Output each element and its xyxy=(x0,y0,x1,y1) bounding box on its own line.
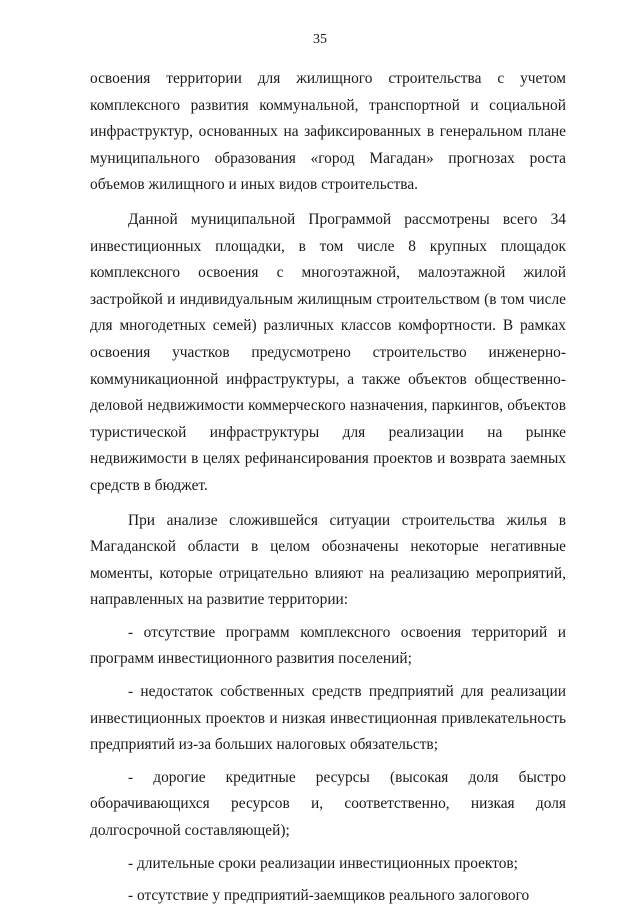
document-body xyxy=(90,66,566,910)
list-item: - недостаток собственных средств предприятий для реализации инвестиционных проектов и низкая инвестиционная привлекательность предприятий из-за больших налоговых обязательств; xyxy=(90,683,566,754)
list-item: - дорогие кредитные ресурсы (высокая доля быстро оборачивающихся ресурсов и, соответственно, низкая доля долгосрочной составляющей); xyxy=(90,768,566,840)
page-number: 35 xyxy=(313,32,327,47)
paragraph-1: освоения территории для жилищного строительства с учетом комплексного развития коммунальной, транспортной и социальной инфраструктур, основанных на зафиксированных в генеральном плане муниципального образования «город Магадан» прогнозах роста объемов жилищного и иных видов строительства. xyxy=(90,70,566,194)
paragraph-3: При анализе сложившейся ситуации строительства жилья в Магаданской области в целом обозначены некоторые негативные моменты, которые отрицательно влияют на реализацию мероприятий, направленных на развитие территории: xyxy=(90,511,566,609)
list-item: - длительные сроки реализации инвестиционных проектов; xyxy=(128,854,518,872)
list-item: - отсутствие программ комплексного освоения территорий и программ инвестиционного развития поселений; xyxy=(90,623,566,668)
list-item: - отсутствие у предприятий-заемщиков реального залогового xyxy=(128,887,530,905)
paragraph-2: Данной муниципальной Программой рассмотрены всего 34 инвестиционных площадки, в том числе 8 крупных площадок комплексного освоения с многоэтажной, малоэтажной жилой застройкой и индивидуальным жилищным строительством (в том числе для многодетных семей) различных классов комфортности. В рамках освоения участков предусмотрено строительство инженерно-коммуникационной инфраструктуры, а также объектов общественно-деловой недвижимости коммерческого назначения, паркингов, объектов туристической инфраструктуры для реализации на рынке недвижимости в целях рефинансирования проектов и возврата заемных средств в бюджет. xyxy=(90,210,566,494)
